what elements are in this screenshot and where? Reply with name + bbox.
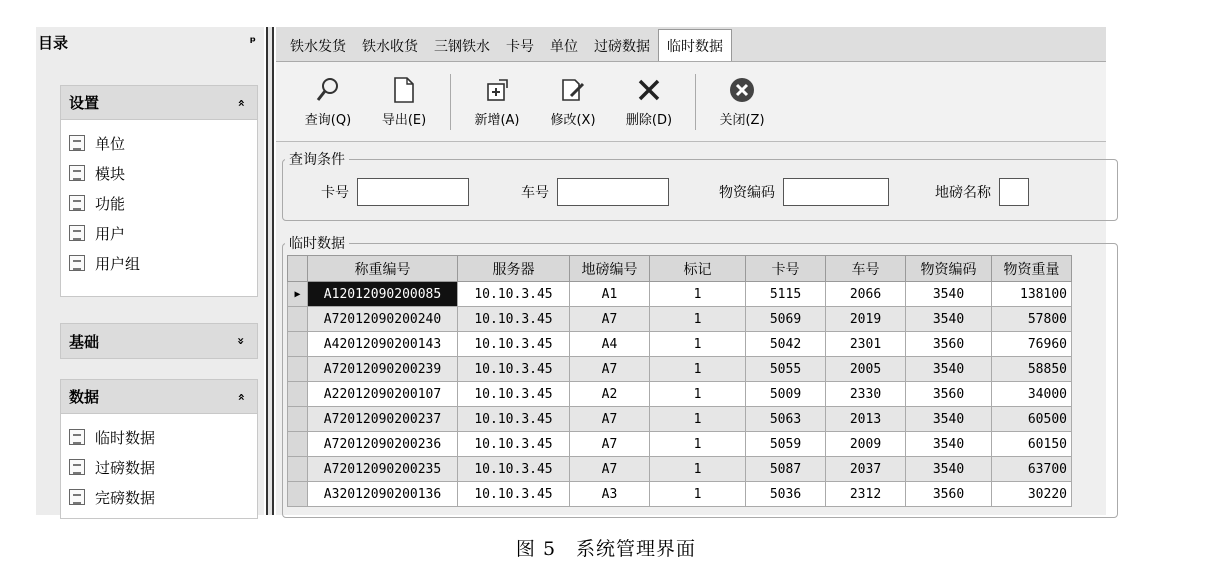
table-cell[interactable]: 2066	[826, 282, 906, 307]
table-cell[interactable]: 10.10.3.45	[458, 482, 570, 507]
table-cell[interactable]: 3540	[906, 432, 992, 457]
table-cell[interactable]: A3	[570, 482, 650, 507]
group-data-header[interactable]	[61, 380, 257, 414]
table-cell[interactable]: 63700	[992, 457, 1072, 482]
column-header[interactable]: 服务器	[458, 256, 570, 282]
column-header[interactable]: 物资编码	[906, 256, 992, 282]
table-row[interactable]	[288, 432, 1072, 457]
export-button[interactable]: 导出(E)	[366, 70, 442, 134]
row-header-corner	[288, 256, 308, 282]
table-cell[interactable]: 30220	[992, 482, 1072, 507]
row-header[interactable]	[288, 432, 308, 457]
data-grid	[287, 255, 1072, 507]
tab-bar	[276, 27, 1106, 62]
tab-temp-data[interactable]: 临时数据	[658, 29, 732, 61]
sidebar-item-function[interactable]: 功能	[69, 188, 257, 218]
table-cell[interactable]: 10.10.3.45	[458, 282, 570, 307]
table-cell[interactable]: 3560	[906, 482, 992, 507]
tab-iron-receiving[interactable]: 铁水收货	[362, 39, 418, 55]
table-cell[interactable]: A72012090200237	[308, 407, 458, 432]
add-button[interactable]: 新增(A)	[459, 70, 535, 134]
table-cell[interactable]: 1	[650, 332, 746, 357]
row-header[interactable]	[288, 382, 308, 407]
table-cell[interactable]: 5042	[746, 332, 826, 357]
table-cell[interactable]: 57800	[992, 307, 1072, 332]
table-cell[interactable]: 1	[650, 357, 746, 382]
edit-button[interactable]: 修改(X)	[535, 70, 611, 134]
toolbar	[276, 62, 1106, 142]
table-cell[interactable]: A7	[570, 432, 650, 457]
table-row[interactable]	[288, 282, 1072, 307]
table-cell[interactable]: 3560	[906, 332, 992, 357]
vehicle-number-input[interactable]	[557, 178, 669, 206]
table-cell[interactable]: 60150	[992, 432, 1072, 457]
group-settings-header[interactable]	[61, 86, 257, 120]
material-code-input[interactable]	[783, 178, 889, 206]
table-cell[interactable]: 58850	[992, 357, 1072, 382]
table-cell[interactable]: 5036	[746, 482, 826, 507]
table-cell[interactable]: 2019	[826, 307, 906, 332]
material-code-label: 物资编码	[719, 185, 775, 201]
delete-x-icon	[636, 75, 662, 105]
group-settings	[60, 85, 258, 297]
table-cell[interactable]: 2013	[826, 407, 906, 432]
table-cell[interactable]: A7	[570, 307, 650, 332]
row-header[interactable]	[288, 407, 308, 432]
table-cell[interactable]: A1	[570, 282, 650, 307]
temp-data-title: 临时数据	[289, 236, 345, 252]
table-cell[interactable]: 5087	[746, 457, 826, 482]
table-row[interactable]	[288, 307, 1072, 332]
sidebar-item-unit[interactable]: 单位	[69, 128, 257, 158]
table-row[interactable]	[288, 457, 1072, 482]
sidebar-item-temp-data[interactable]: 临时数据	[69, 422, 257, 452]
row-header[interactable]	[288, 457, 308, 482]
row-header[interactable]	[288, 332, 308, 357]
document-icon	[69, 459, 85, 475]
document-icon	[69, 165, 85, 181]
table-cell[interactable]: 5059	[746, 432, 826, 457]
table-cell[interactable]: 10.10.3.45	[458, 407, 570, 432]
table-cell[interactable]: 76960	[992, 332, 1072, 357]
toolbar-separator	[450, 74, 451, 130]
document-icon	[69, 195, 85, 211]
table-cell[interactable]: A32012090200136	[308, 482, 458, 507]
main-panel	[276, 27, 1106, 515]
temp-data-section	[282, 233, 1118, 518]
table-cell[interactable]: A4	[570, 332, 650, 357]
table-cell[interactable]: 1	[650, 432, 746, 457]
column-header[interactable]: 物资重量	[992, 256, 1072, 282]
table-cell[interactable]: 10.10.3.45	[458, 307, 570, 332]
table-cell[interactable]: 2037	[826, 457, 906, 482]
pin-icon[interactable]: ᵖ	[249, 34, 256, 50]
tab-iron-shipping[interactable]: 铁水发货	[290, 39, 346, 55]
close-button[interactable]: 关闭(Z)	[704, 70, 780, 134]
sidebar-item-module[interactable]: 模块	[69, 158, 257, 188]
sidebar	[36, 27, 264, 515]
toolbar-separator	[695, 74, 696, 130]
table-cell[interactable]: 3540	[906, 357, 992, 382]
document-icon	[69, 255, 85, 271]
table-cell[interactable]: 10.10.3.45	[458, 457, 570, 482]
group-basic-header[interactable]	[61, 324, 257, 358]
sidebar-item-user-group[interactable]: 用户组	[69, 248, 257, 278]
table-cell[interactable]: 34000	[992, 382, 1072, 407]
table-cell[interactable]: A7	[570, 357, 650, 382]
chevron-down-icon[interactable]: »	[234, 337, 249, 345]
table-cell[interactable]: 5115	[746, 282, 826, 307]
table-cell[interactable]: A72012090200235	[308, 457, 458, 482]
table-cell[interactable]: 1	[650, 457, 746, 482]
table-cell[interactable]: 3540	[906, 282, 992, 307]
tab-sangang-iron[interactable]: 三钢铁水	[434, 39, 490, 55]
table-cell[interactable]: 5055	[746, 357, 826, 382]
table-cell[interactable]: 10.10.3.45	[458, 357, 570, 382]
group-settings-title: 设置	[69, 94, 100, 112]
table-cell[interactable]: 10.10.3.45	[458, 332, 570, 357]
table-cell[interactable]: 3560	[906, 382, 992, 407]
table-cell[interactable]: A7	[570, 407, 650, 432]
document-icon	[392, 75, 416, 105]
table-cell[interactable]: 1	[650, 407, 746, 432]
row-header[interactable]	[288, 307, 308, 332]
table-cell[interactable]: A72012090200239	[308, 357, 458, 382]
table-cell[interactable]: A7	[570, 457, 650, 482]
table-cell[interactable]: A12012090200085	[308, 282, 458, 307]
document-icon	[69, 135, 85, 151]
sidebar-item-completed-data[interactable]: 完磅数据	[69, 482, 257, 512]
table-cell[interactable]: A72012090200236	[308, 432, 458, 457]
tab-unit[interactable]: 单位	[550, 39, 578, 55]
query-conditions	[282, 149, 1118, 221]
row-header[interactable]: ▶	[288, 282, 308, 307]
edit-icon	[559, 75, 587, 105]
table-cell[interactable]: 10.10.3.45	[458, 432, 570, 457]
card-number-label: 卡号	[321, 185, 349, 201]
add-record-icon	[483, 75, 511, 105]
table-cell[interactable]: A72012090200240	[308, 307, 458, 332]
table-cell[interactable]: 1	[650, 282, 746, 307]
chevron-up-icon[interactable]: »	[234, 98, 249, 107]
document-icon	[69, 225, 85, 241]
group-basic	[60, 323, 258, 359]
column-header[interactable]: 标记	[650, 256, 746, 282]
table-row[interactable]	[288, 407, 1072, 432]
table-cell[interactable]: 138100	[992, 282, 1072, 307]
table-cell[interactable]: 2009	[826, 432, 906, 457]
table-cell[interactable]: 1	[650, 382, 746, 407]
close-circle-icon	[728, 75, 756, 105]
sidebar-item-weighing-data[interactable]: 过磅数据	[69, 452, 257, 482]
sidebar-item-user[interactable]: 用户	[69, 218, 257, 248]
table-row[interactable]	[288, 357, 1072, 382]
table-cell[interactable]: 1	[650, 307, 746, 332]
column-header[interactable]: 卡号	[746, 256, 826, 282]
document-icon	[69, 489, 85, 505]
figure-caption: 图 5 系统管理界面	[515, 538, 697, 560]
table-cell[interactable]: 3540	[906, 307, 992, 332]
table-cell[interactable]: 3540	[906, 457, 992, 482]
table-cell[interactable]: 2330	[826, 382, 906, 407]
table-cell[interactable]: 60500	[992, 407, 1072, 432]
table-cell[interactable]: A42012090200143	[308, 332, 458, 357]
chevron-up-icon[interactable]: »	[234, 392, 249, 401]
group-data-title: 数据	[69, 388, 100, 406]
query-conditions-title: 查询条件	[289, 152, 345, 168]
query-button[interactable]: 查询(Q)	[290, 70, 366, 134]
table-cell[interactable]: 2005	[826, 357, 906, 382]
column-header[interactable]: 地磅编号	[570, 256, 650, 282]
sidebar-header	[36, 27, 264, 57]
group-data	[60, 379, 258, 519]
scale-name-input[interactable]	[999, 178, 1029, 206]
search-icon	[315, 75, 341, 105]
tab-card-number[interactable]: 卡号	[506, 39, 534, 55]
scale-name-label: 地磅名称	[935, 185, 991, 201]
delete-button[interactable]: 删除(D)	[611, 70, 687, 134]
sidebar-title: 目录	[38, 33, 69, 52]
row-header[interactable]	[288, 357, 308, 382]
table-cell[interactable]: 2312	[826, 482, 906, 507]
table-row[interactable]	[288, 382, 1072, 407]
vehicle-number-label: 车号	[521, 185, 549, 201]
table-cell[interactable]: 1	[650, 482, 746, 507]
row-header[interactable]	[288, 482, 308, 507]
document-icon	[69, 429, 85, 445]
table-cell[interactable]: A2	[570, 382, 650, 407]
table-cell[interactable]: 3540	[906, 407, 992, 432]
table-cell[interactable]: 10.10.3.45	[458, 382, 570, 407]
table-cell[interactable]: 5069	[746, 307, 826, 332]
table-cell[interactable]: 2301	[826, 332, 906, 357]
table-row[interactable]	[288, 482, 1072, 507]
panel-splitter[interactable]	[266, 27, 274, 515]
table-cell[interactable]: 5009	[746, 382, 826, 407]
table-cell[interactable]: 5063	[746, 407, 826, 432]
table-cell[interactable]: A22012090200107	[308, 382, 458, 407]
table-row[interactable]	[288, 332, 1072, 357]
column-header[interactable]: 称重编号	[308, 256, 458, 282]
column-header[interactable]: 车号	[826, 256, 906, 282]
card-number-input[interactable]	[357, 178, 469, 206]
tab-weighing-data[interactable]: 过磅数据	[594, 39, 650, 55]
group-basic-title: 基础	[69, 332, 100, 351]
